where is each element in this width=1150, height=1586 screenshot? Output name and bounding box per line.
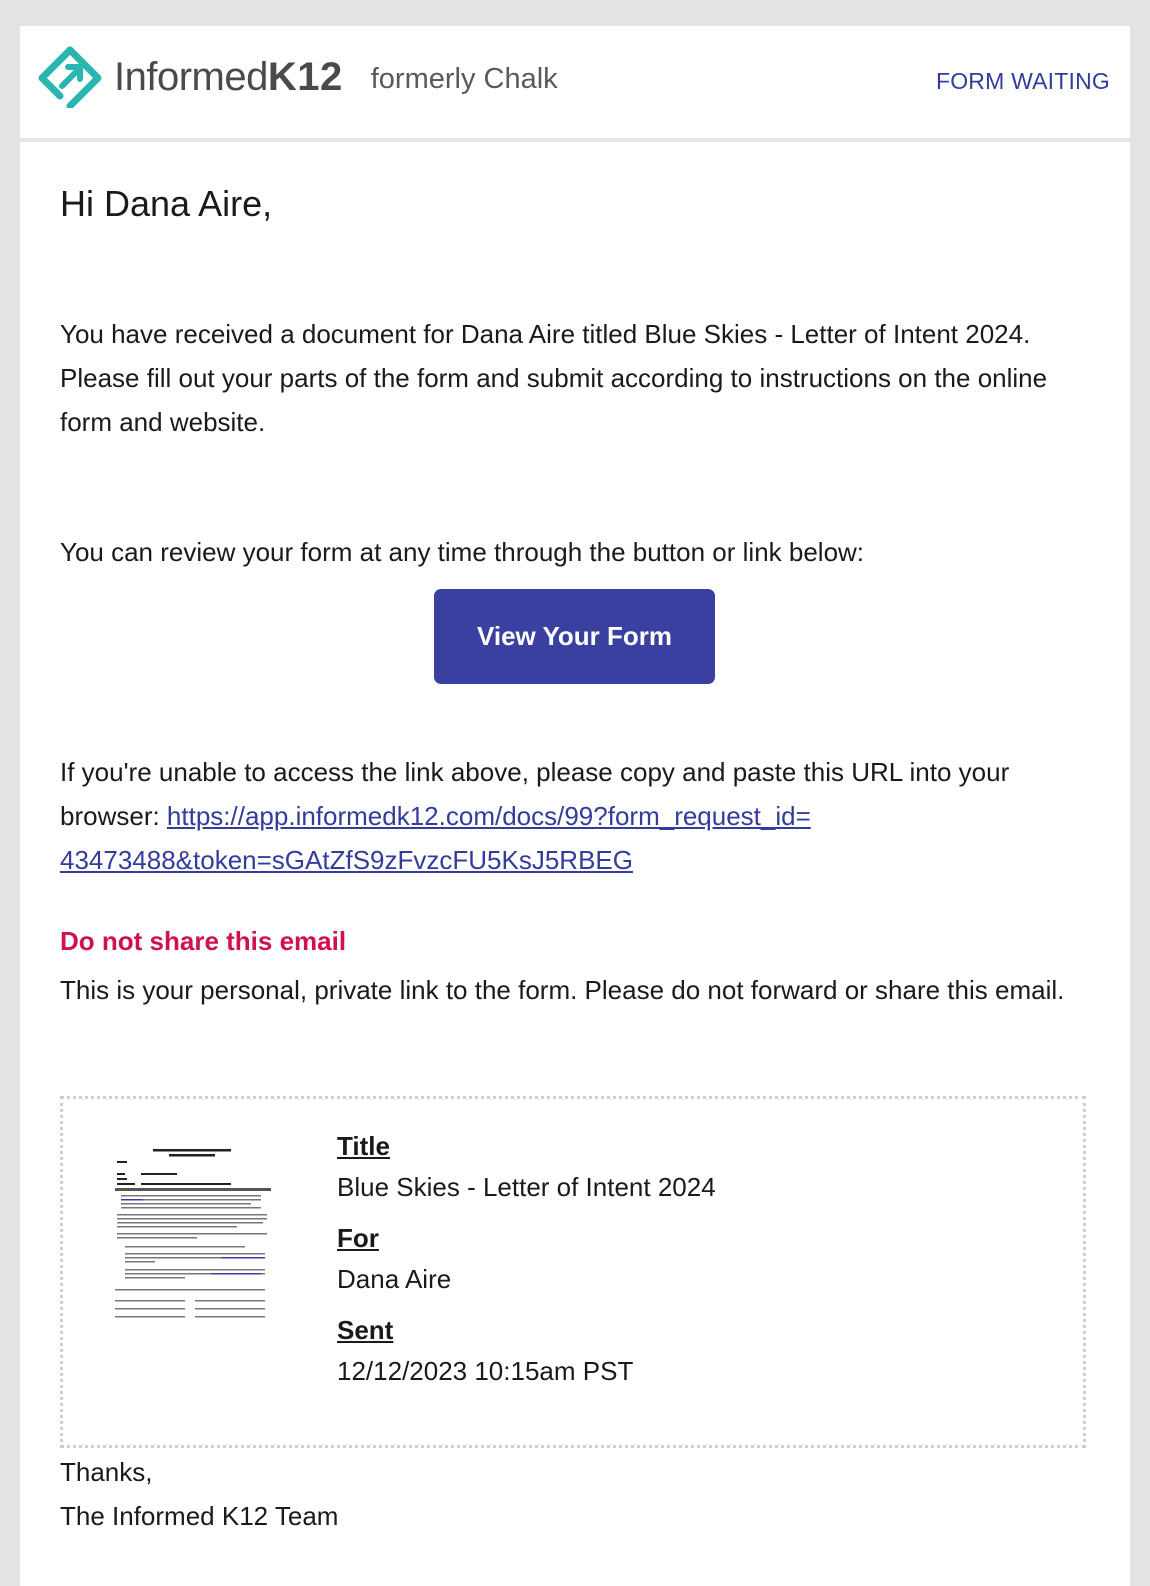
- informed-k12-arrow-icon: [38, 46, 102, 108]
- warning-title: Do not share this email: [60, 926, 347, 956]
- view-your-form-button[interactable]: View Your Form: [434, 589, 715, 684]
- warning-text: This is your personal, private link to the form. Please do not forward or share this email.: [60, 975, 1065, 1005]
- document-metadata: [337, 1129, 716, 1405]
- email-body: [60, 182, 1100, 1531]
- title-value: Blue Skies - Letter of Intent 2024: [337, 1172, 716, 1202]
- greeting: Hi Dana Aire,: [60, 183, 273, 224]
- email-signature: [60, 1450, 338, 1538]
- title-label: Title: [337, 1131, 390, 1161]
- logo-formerly-chalk: formerly Chalk: [370, 62, 558, 95]
- form-status-label: FORM WAITING: [935, 68, 1110, 94]
- url-prefix: If you're unable to access the link above, please copy and paste this URL into your browser:: [60, 757, 1010, 831]
- intro-line-2: Please fill out your parts of the form and submit according to instructions on the online form and website.: [60, 363, 1048, 437]
- form-url-link[interactable]: https://app.informedk12.com/docs/99?form_request_id= 43473488&token=sGAtZfS9zFvzcFU5KsJ5RBEG: [60, 801, 811, 875]
- sent-value: 12/12/2023 10:15am PST: [337, 1356, 634, 1386]
- email-header: [20, 26, 1130, 142]
- review-instructions: You can review your form at any time through the button or link below:: [60, 537, 865, 567]
- for-value: Dana Aire: [337, 1264, 452, 1294]
- document-thumbnail-icon[interactable]: [111, 1143, 273, 1343]
- sign-off: Thanks,: [60, 1457, 153, 1487]
- intro-line-1: You have received a document for Dana Aire titled Blue Skies - Letter of Intent 2024.: [60, 319, 1031, 349]
- email-card: [20, 26, 1130, 1586]
- for-label: For: [337, 1223, 379, 1253]
- logo-wordmark: InformedK12: [114, 55, 343, 99]
- fallback-url-text: [60, 750, 1100, 882]
- brand-logo[interactable]: [38, 46, 558, 108]
- team-name: The Informed K12 Team: [60, 1501, 339, 1531]
- sent-label: Sent: [337, 1315, 394, 1345]
- document-summary-box: [60, 1096, 1086, 1448]
- intro-text: [60, 312, 1070, 444]
- button-container: [434, 589, 715, 684]
